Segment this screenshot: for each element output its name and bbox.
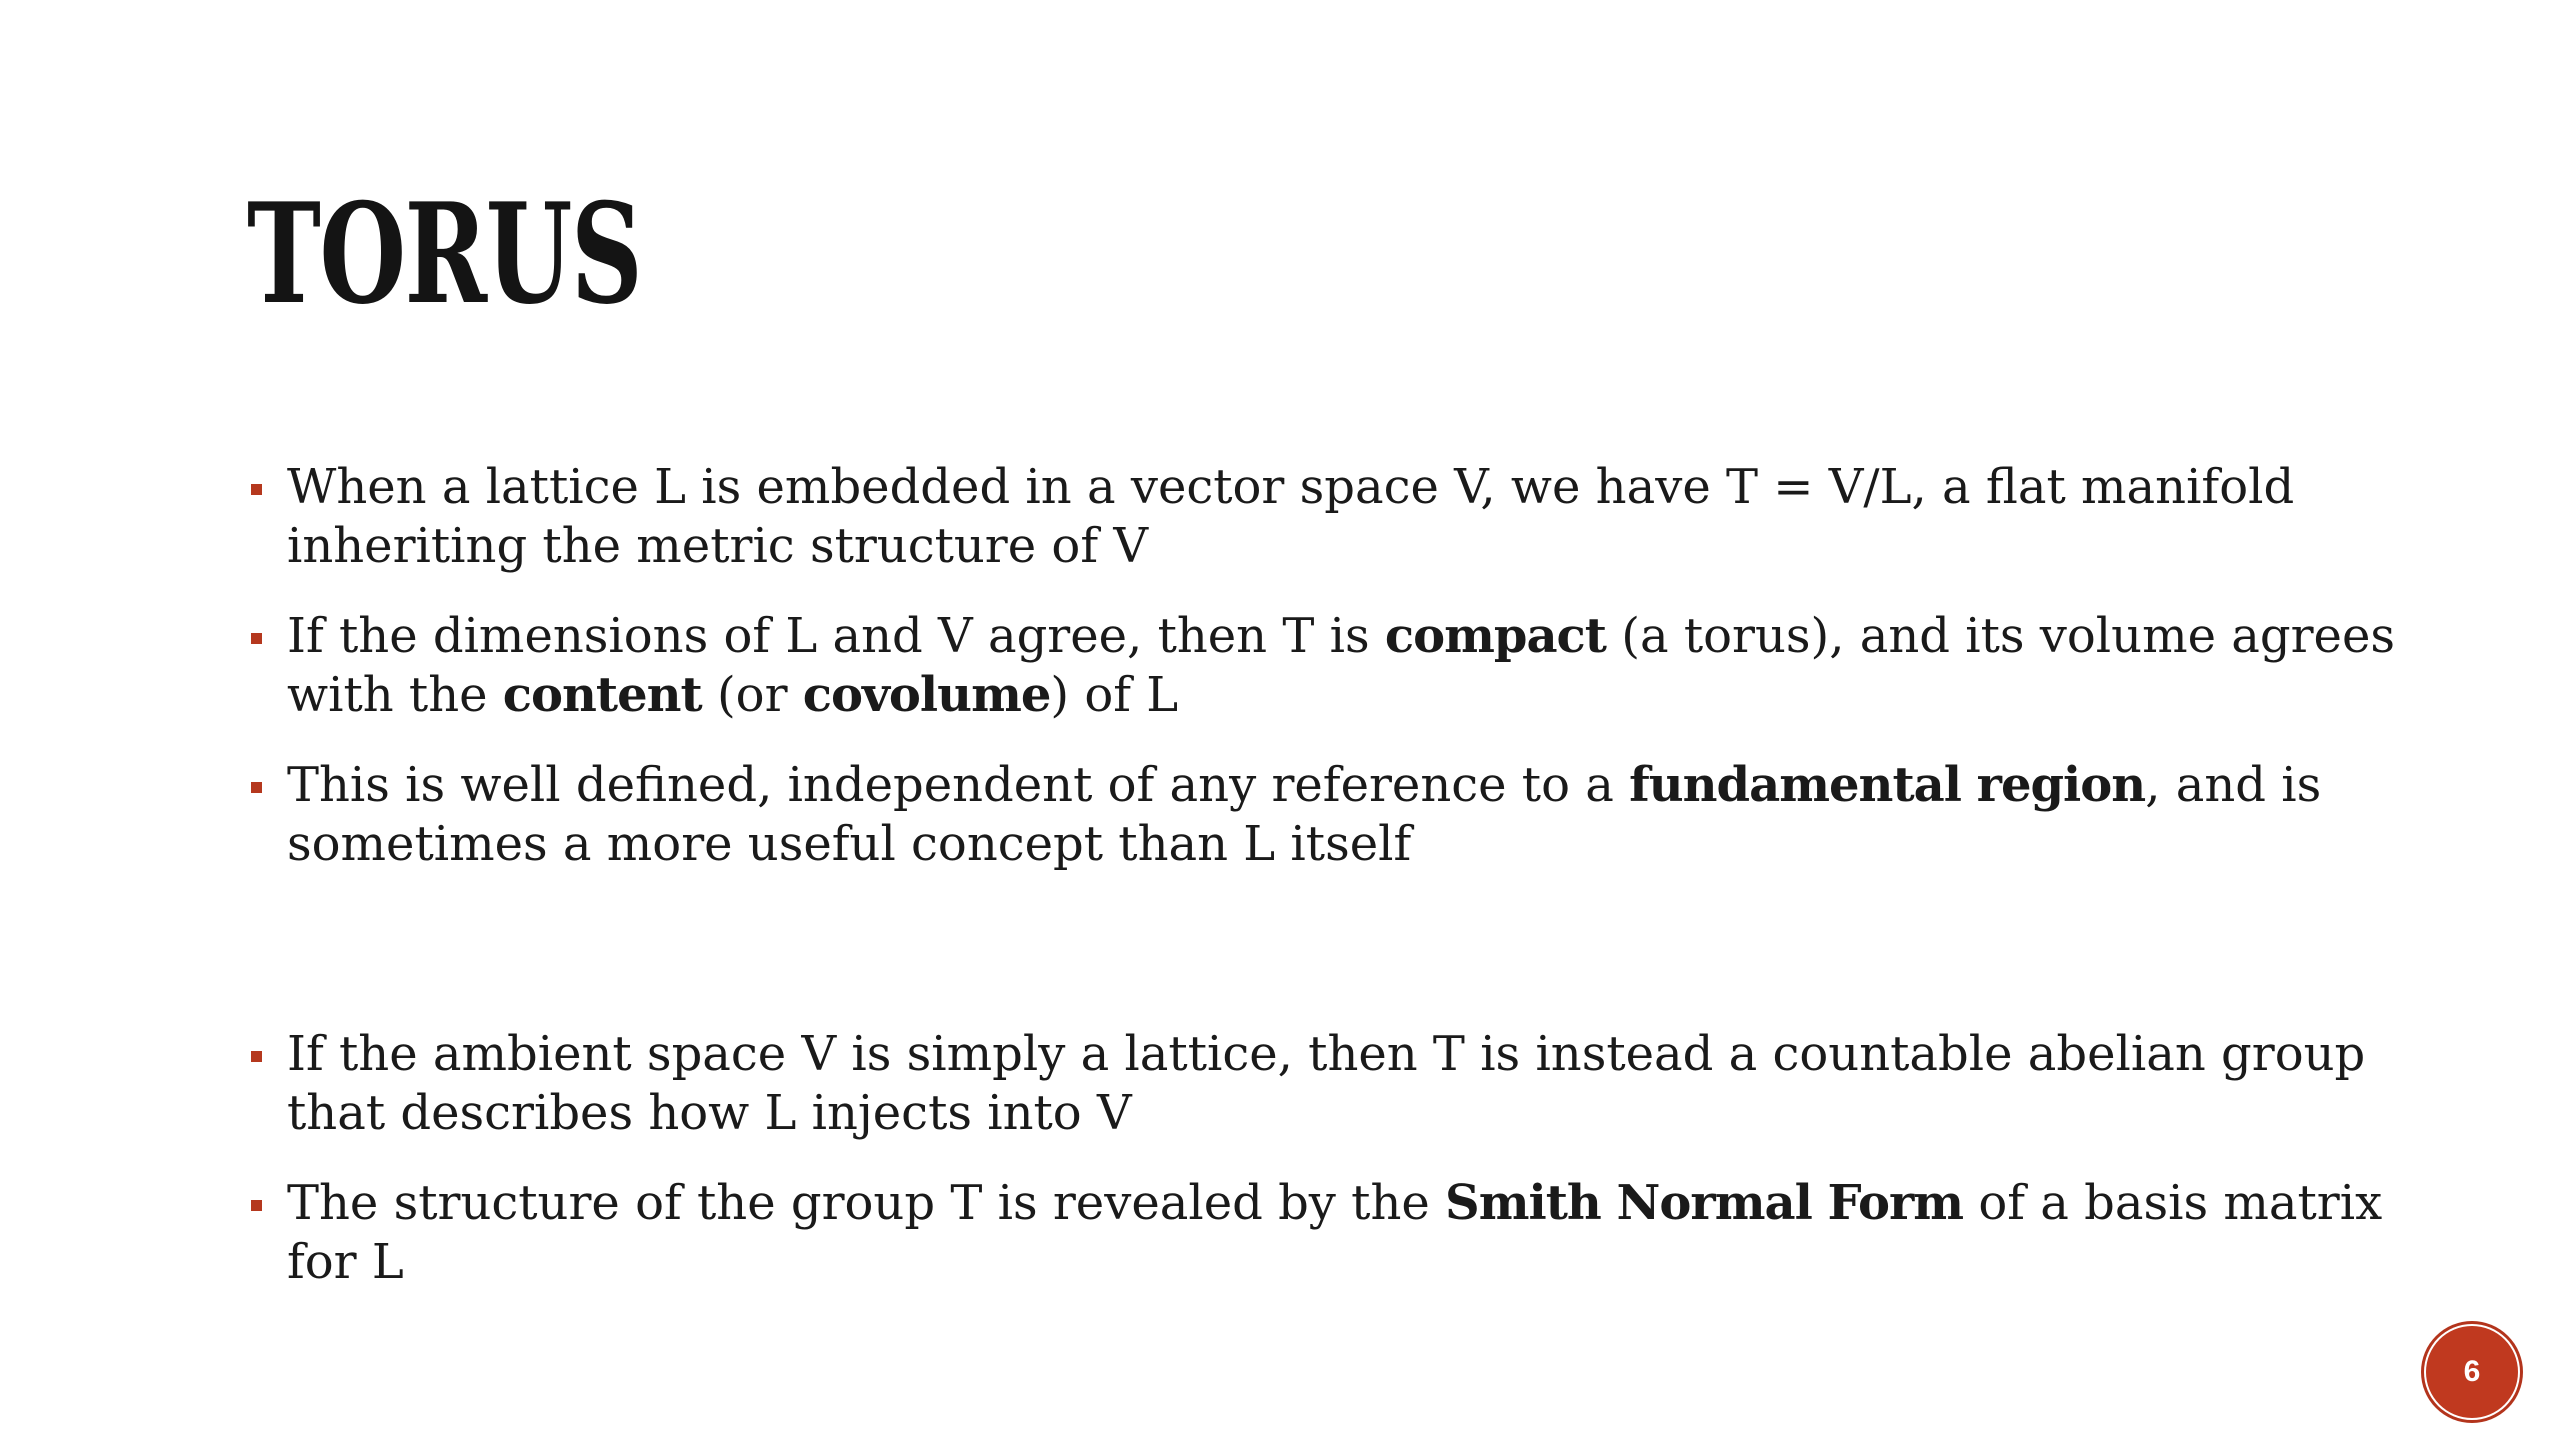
square-bullet-icon — [251, 484, 262, 495]
bullet-item — [247, 756, 2397, 874]
square-bullet-icon — [251, 1051, 262, 1062]
bold-term-covolume: covolume — [802, 667, 1051, 723]
bullet-text: (or — [701, 667, 803, 723]
bullet-text: of a basis matrix for L — [287, 1175, 2383, 1290]
bullet-text: , and is sometimes a more useful concept than L itself — [287, 757, 2322, 872]
slide-title: TORUS — [247, 172, 642, 335]
bold-term-smith-normal-form: Smith Normal Form — [1445, 1175, 1964, 1231]
square-bullet-icon — [251, 633, 262, 644]
bullet-item — [247, 1025, 2397, 1143]
square-bullet-icon — [251, 782, 262, 793]
page-number-badge — [2426, 1326, 2518, 1418]
bold-term-content: content — [502, 667, 702, 723]
square-bullet-icon — [251, 1200, 262, 1211]
bullet-text: The structure of the group T is revealed by the — [287, 1175, 1446, 1231]
bullet-text: When a lattice L is embedded in a vector space V, we have T = V/L, a flat manifold inheriting the metric structure of V — [287, 459, 2295, 574]
bold-term-fundamental-region: fundamental region — [1629, 757, 2146, 813]
bullet-item — [247, 1174, 2397, 1292]
bullet-text: If the dimensions of L and V agree, then T is — [287, 608, 1385, 664]
page-number: 6 — [2463, 1355, 2481, 1388]
bullet-item — [247, 458, 2397, 576]
bullet-item — [247, 607, 2397, 725]
bullet-text: (a torus), and its volume agrees with the — [287, 608, 2395, 723]
bullet-list — [247, 458, 2397, 1323]
bullet-text: If the ambient space V is simply a lattice, then T is instead a countable abelian group that describes how L injects into V — [287, 1026, 2366, 1141]
bullet-text: This is well defined, independent of any reference to a — [287, 757, 1630, 813]
bold-term-compact: compact — [1384, 608, 1606, 664]
bullet-text: ) of L — [1050, 667, 1179, 723]
